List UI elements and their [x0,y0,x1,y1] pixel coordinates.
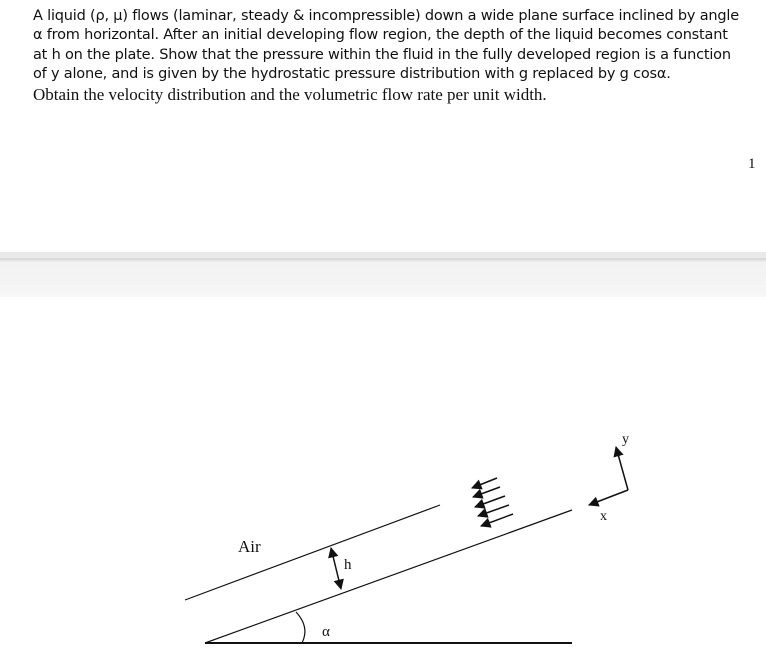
flow-arrow [475,496,505,507]
flow-arrow [478,505,509,516]
problem-line-1: A liquid (ρ, μ) flows (laminar, steady & incompressible) down a wide plane surface inclined by angle [33,8,739,24]
flow-arrow [481,514,513,526]
depth-arrow [331,548,341,589]
problem-line-2: α from horizontal. After an initial developing flow region, the depth of the liquid becomes constant [33,27,728,44]
coordinate-axes [589,447,628,505]
x-axis-arrow [589,490,628,505]
inclined-plate-line [205,510,572,643]
angle-arc [296,612,305,643]
air-label: Air [238,537,261,556]
problem-line-5: Obtain the velocity distribution and the volumetric flow rate per unit width. [33,84,547,104]
free-surface-line [185,505,440,600]
angle-label: α [322,624,330,640]
x-axis-label: x [600,509,607,524]
depth-label: h [344,557,352,573]
flow-arrow [472,478,497,488]
y-axis-label: y [622,432,629,447]
flow-arrows [472,478,513,526]
problem-line-4: of y alone, and is given by the hydrostatic pressure distribution with g replaced by g cosα. [33,66,671,83]
page-number: 1 [748,156,756,172]
problem-line-3: at h on the plate. Show that the pressure within the fluid in the fully developed region is a function [33,46,731,63]
y-axis-arrow [616,447,628,490]
flow-arrow [473,487,500,497]
